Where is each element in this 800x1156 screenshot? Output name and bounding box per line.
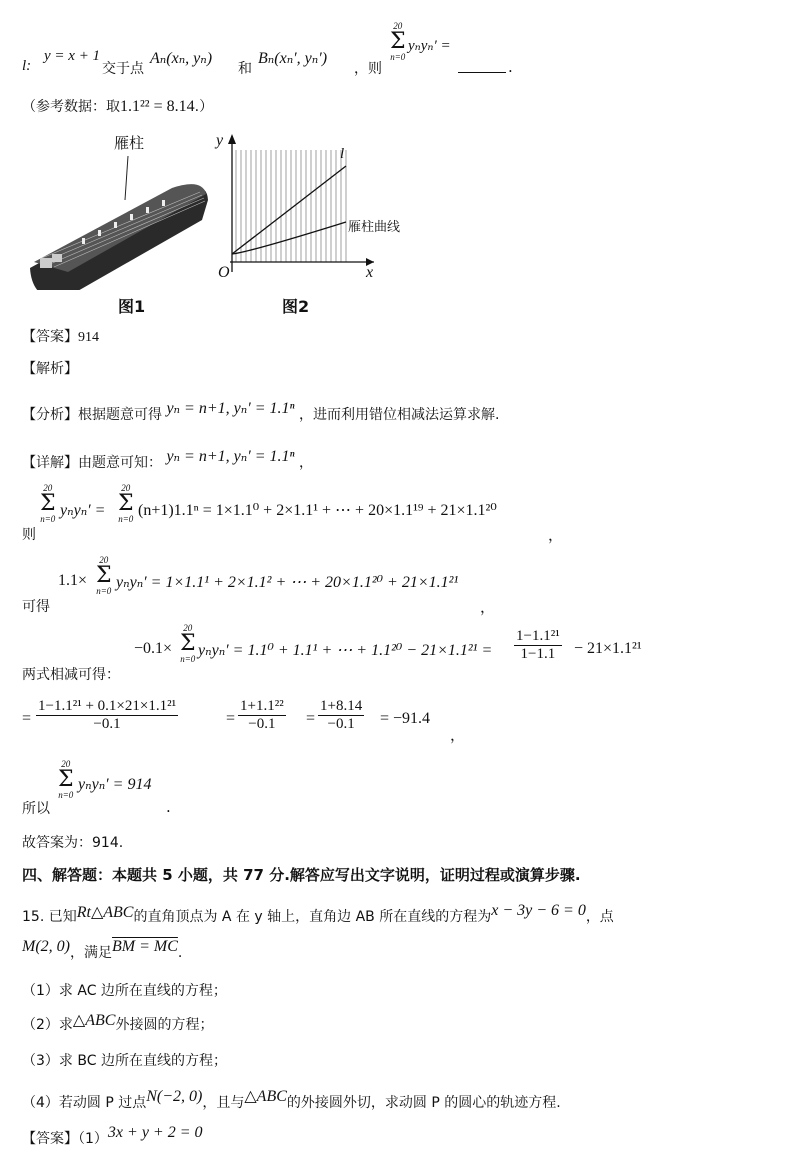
step4-frac-3	[318, 698, 364, 733]
xiangjie-row	[22, 448, 314, 472]
text-then: ，则	[354, 61, 382, 77]
step4-f3-den: −0.1	[327, 716, 355, 732]
reference-value: 1.1²² = 8.14	[120, 98, 195, 115]
step4-f2-num: 1+1.1²²	[240, 698, 284, 714]
q15-p2-lead: （2）求	[22, 1017, 73, 1033]
step4-eq-3: =	[306, 710, 316, 727]
step1-expansion: (n+1)1.1ⁿ = 1×1.1⁰ + 2×1.1¹ + ⋯ + 20×1.1¹⁹ + 21×1.1²⁰	[138, 502, 497, 519]
step2-sum: 20 Σ n=0	[96, 555, 112, 596]
xiangjie-label: 【详解】	[22, 455, 78, 471]
q15-part-1: （1）求 AC 边所在直线的方程；	[22, 983, 227, 999]
guzheng-image	[22, 150, 212, 290]
step4-f1-den: −0.1	[93, 716, 121, 732]
q15-triangle: Rt△ABC	[76, 904, 134, 921]
step-1	[22, 484, 782, 544]
q15-line-1	[22, 902, 614, 926]
problem-line-1	[22, 22, 782, 82]
answer-blank	[458, 72, 506, 73]
answer-value: 914	[78, 330, 99, 345]
answer-row	[22, 326, 99, 346]
point-b: Bₙ(xₙ′, yₙ′)	[258, 50, 328, 67]
q15-line-ab: x − 3y − 6 = 0	[491, 902, 586, 919]
q15-p4-text: 的外接圆外切，求动圆 P 的圆心的轨迹方程.	[286, 1095, 561, 1111]
final-answer: 故答案为：914.	[22, 835, 124, 851]
q15-line2-end: .	[177, 945, 183, 961]
answer-label: 【答案】	[22, 329, 78, 345]
step1-lead: 则	[22, 527, 36, 543]
sum-symbol: 20 Σ n=0	[390, 21, 406, 62]
step-4	[22, 694, 782, 750]
step4-result: = −91.4	[380, 710, 431, 727]
q15-answer-eq: 3x + y + 2 = 0	[107, 1124, 203, 1141]
y-axis-label: y	[216, 132, 224, 149]
q15-answer-num: （1）	[78, 1131, 108, 1147]
section-heading: 四、解答题：本题共 5 小题，共 77 分.解答应写出文字说明，证明过程或演算步骤.	[22, 866, 581, 884]
xiangjie-text: 由题意可知：	[78, 455, 162, 471]
q15-answer	[22, 1124, 203, 1148]
step3-frac-den: 1−1.1	[520, 646, 556, 662]
step-2	[22, 556, 782, 616]
step4-end: ，	[450, 726, 466, 744]
figure1-label: 雁柱	[114, 134, 145, 152]
fenxi-row	[22, 400, 500, 424]
q15-part-2	[22, 1014, 213, 1034]
step4-frac-1	[36, 698, 178, 733]
step3-sum: 20 Σ n=0	[180, 623, 196, 664]
q15-answer-label: 【答案】	[22, 1131, 78, 1147]
step3-tail: − 21×1.1²¹	[574, 640, 642, 657]
step3-pre: −0.1×	[134, 640, 173, 657]
figure2-graph	[210, 126, 390, 286]
q15-p4-lead: （4）若动圆 P 过点	[22, 1095, 147, 1111]
text-and: 和	[238, 61, 252, 77]
origin-label: O	[218, 264, 230, 281]
q15-satisfy: ，满足	[69, 945, 112, 961]
fenxi-label: 【分析】	[22, 407, 78, 423]
sum-body: yₙyₙ′ =	[408, 38, 451, 54]
q15-p2-triangle: △ABC	[72, 1012, 116, 1029]
q15-part-3: （3）求 BC 边所在直线的方程；	[22, 1053, 227, 1069]
reference-data	[22, 96, 213, 116]
xiangjie-end: ，	[299, 455, 314, 471]
y-axis-arrow	[228, 134, 236, 144]
q15-part-4	[22, 1088, 561, 1112]
line-label: l:	[22, 58, 32, 74]
string-lines	[236, 150, 346, 262]
text-intersect: 交于点	[102, 61, 144, 77]
step5-lead: 所以	[22, 801, 50, 817]
q15-line-2	[22, 938, 183, 962]
q15-vector-eq: BM = MC	[111, 938, 178, 955]
q15-p4-mid: ，且与	[202, 1095, 245, 1111]
line-equation: y = x + 1	[44, 48, 101, 64]
reference-close: .）	[194, 99, 214, 115]
line1-end: .	[508, 58, 513, 76]
fenxi-equation: yₙ = n+1, yₙ′ = 1.1ⁿ	[166, 400, 295, 417]
step4-f3-num: 1+8.14	[320, 698, 363, 714]
q15-point-text: ，点	[585, 909, 614, 925]
step1-sum-2: 20 Σ n=0	[118, 483, 134, 524]
figure1-caption: 图1	[118, 297, 146, 316]
step-3	[22, 624, 782, 684]
step2-body: yₙyₙ′ = 1×1.1¹ + 2×1.1² + ⋯ + 20×1.1²⁰ + 21×1.1²¹	[116, 574, 459, 591]
figure-1	[22, 126, 212, 316]
step-5	[22, 760, 782, 816]
step3-fraction	[514, 628, 562, 663]
step4-frac-2	[238, 698, 286, 733]
line-l-label: l	[340, 146, 345, 162]
curve-label: 雁柱曲线	[348, 220, 401, 235]
step2-lead: 可得	[22, 599, 50, 615]
q15-p2-text: 外接圆的方程；	[115, 1017, 214, 1033]
step5-end: .	[166, 798, 171, 816]
step2-end: ，	[480, 598, 496, 616]
step2-pre: 1.1×	[58, 572, 88, 589]
fenxi-text: 根据题意可得	[78, 407, 162, 423]
step4-f2-den: −0.1	[248, 716, 276, 732]
step3-lead: 两式相减可得：	[22, 667, 120, 683]
step4-eq-2: =	[226, 710, 236, 727]
figure2-caption: 图2	[282, 297, 310, 316]
step5-sum: 20 Σ n=0	[58, 759, 74, 800]
step4-eq: =	[22, 710, 32, 727]
fenxi-text-2: ，进而利用错位相减法运算求解.	[299, 407, 500, 423]
analysis-label: 【解析】	[22, 361, 78, 377]
line-l	[232, 166, 346, 254]
point-a: Aₙ(xₙ, yₙ)	[150, 50, 213, 67]
xiangjie-equation: yₙ = n+1, yₙ′ = 1.1ⁿ	[166, 448, 295, 465]
reference-open: （参考数据：取	[22, 99, 120, 115]
step5-body: yₙyₙ′ = 914	[78, 776, 152, 793]
step3-frac-num: 1−1.1²¹	[516, 628, 560, 644]
figure-2	[210, 126, 401, 316]
q15-intro: 15. 已知	[22, 909, 77, 925]
step4-f1-num: 1−1.1²¹ + 0.1×21×1.1²¹	[38, 698, 177, 714]
q15-point-m: M(2, 0)	[22, 938, 70, 955]
q15-desc: 的直角顶点为 A 在 y 轴上，直角边 AB 所在直线的方程为	[133, 909, 492, 925]
q15-point-n: N(−2, 0)	[146, 1088, 203, 1105]
step1-body: yₙyₙ′ =	[60, 502, 106, 519]
x-axis-label: x	[366, 264, 374, 281]
yanzhu-curve	[232, 222, 346, 254]
step3-body: yₙyₙ′ = 1.1⁰ + 1.1¹ + ⋯ + 1.1²⁰ − 21×1.1²¹ =	[198, 642, 493, 659]
q15-p4-triangle: △ABC	[244, 1088, 287, 1105]
step1-end: ，	[548, 526, 564, 544]
step1-sum: 20 Σ n=0	[40, 483, 56, 524]
